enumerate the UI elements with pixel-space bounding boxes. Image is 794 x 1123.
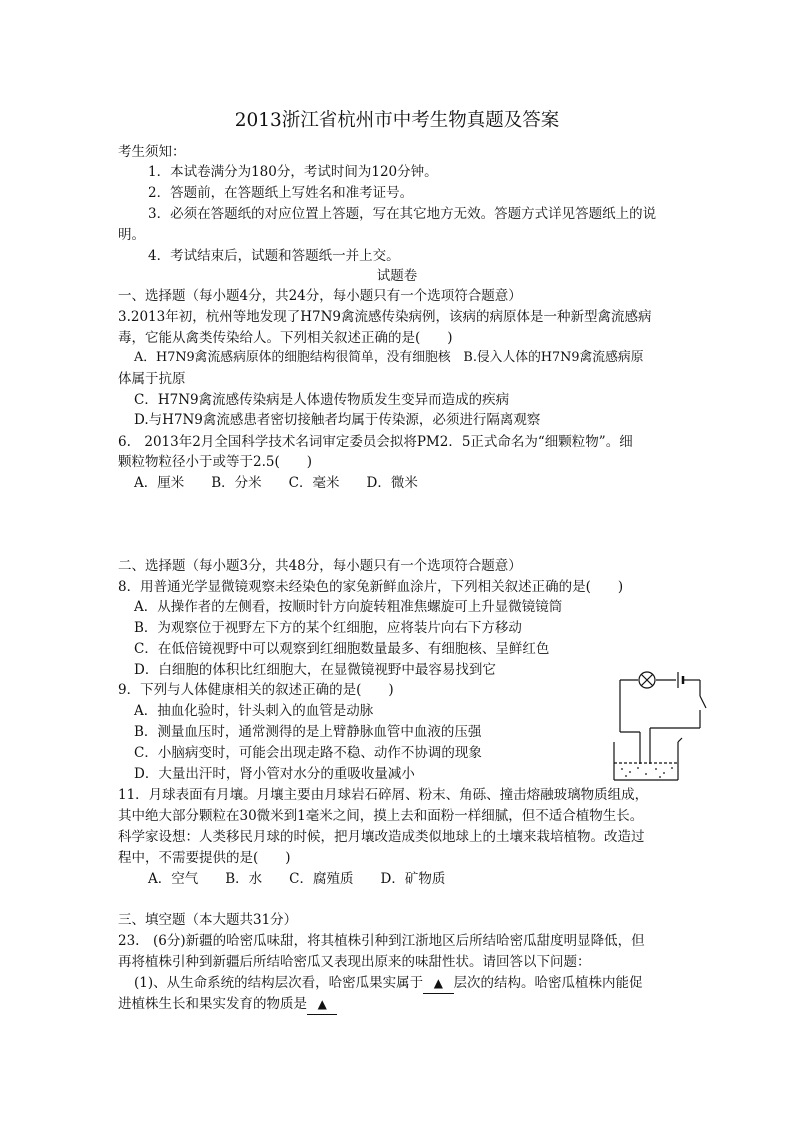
question-option: A．空气 B．水 C．腐殖质 D．矿物质 [148, 871, 446, 887]
answer-blank [423, 973, 453, 994]
question-stem: 再将植株引种到新疆后所结哈密瓜又表现出原来的味甜性状。请回答以下问题： [118, 954, 591, 970]
question-subpart [134, 973, 643, 994]
question-option: A．厘米 B．分米 C．毫米 D．微米 [134, 475, 418, 491]
notice-item: 4．考试结束后，试题和答题纸一并上交。 [148, 248, 400, 264]
page-title: 2013浙江省杭州市中考生物真题及答案 [234, 110, 560, 131]
triangle-icon: ▲ [317, 997, 327, 1011]
question-stem: 毒，它能从禽类传染给人。下列相关叙述正确的是( ) [118, 330, 453, 346]
question-stem: 9．下列与人体健康相关的叙述正确的是( ) [118, 682, 394, 698]
circuit-diagram [600, 668, 712, 784]
question-stem: 颗粒物粒径小于或等于2.5( ) [118, 454, 313, 470]
paper-label: 试题卷 [376, 268, 418, 284]
beaker-icon [614, 738, 682, 780]
section-heading: 三、填空题（本大题共31分） [118, 912, 298, 928]
question-option: D．白细胞的体积比红细胞大，在显微镜视野中最容易找到它 [134, 662, 496, 678]
question-option: B．为观察位于视野左下方的某个红细胞，应将装片向右下方移动 [134, 620, 522, 636]
question-option: C．小脑病变时，可能会出现走路不稳、动作不协调的现象 [134, 745, 482, 761]
triangle-icon: ▲ [433, 976, 443, 990]
question-stem: 23. (6分)新疆的哈密瓜味甜，将其植株引种到江浙地区后所结哈密瓜甜度明显降低，但 [118, 933, 645, 949]
question-stem: 程中，不需要提供的是( ) [118, 850, 291, 866]
subpart-text: 进植株生长和果实发育的物质是 [118, 996, 307, 1012]
question-option: D．大量出汗时，肾小管对水分的重吸收量减小 [134, 766, 415, 782]
question-stem: 其中绝大部分颗粒在30微米到1毫米之间，摸上去和面粉一样细腻，但不适合植物生长。 [118, 808, 644, 824]
question-option: 体属于抗原 [118, 371, 186, 387]
question-option: C．在低倍镜视野中可以观察到红细胞数量最多、有细胞核、呈鲜红色 [134, 641, 550, 657]
question-stem: 8．用普通光学显微镜观察未经染色的家兔新鲜血涂片，下列相关叙述正确的是( ) [118, 579, 624, 595]
switch-icon [700, 696, 706, 708]
question-stem: 6. 2013年2月全国科学技术名词审定委员会拟将PM2．5正式命名为“细颗粒物”。细 [118, 434, 633, 450]
section-heading: 二、选择题（每小题3分，共48分，每小题只有一个选项符合题意） [118, 558, 522, 574]
question-option: B．测量血压时，通常测得的是上臂静脉血管中血液的压强 [134, 724, 482, 740]
question-stem: 科学家设想：人类移民月球的时候，把月壤改造成类似地球上的土壤来栽培植物。改造过 [118, 829, 645, 845]
section-heading: 一、选择题（每小题4分，共24分，每小题只有一个选项符合题意） [118, 288, 522, 304]
notice-heading: 考生须知： [118, 144, 186, 160]
subpart-text: (1)、从生命系统的结构层次看，哈密瓜果实属于 [134, 975, 424, 991]
notice-item: 1．本试卷满分为180分，考试时间为120分钟。 [148, 164, 438, 180]
question-stem: 3.2013年初，杭州等地发现了H7N9禽流感传染病例，该病的病原体是一种新型禽流感病 [118, 309, 652, 325]
answer-blank [307, 994, 337, 1015]
question-option: A．抽血化验时，针头刺入的血管是动脉 [134, 703, 374, 719]
notice-item: 3．必须在答题纸的对应位置上答题，写在其它地方无效。答题方式详见答题纸上的说 [148, 206, 657, 222]
question-option: A．H7N9禽流感病原体的细胞结构很简单，没有细胞核 B.侵入人体的H7N9禽流感病原 [134, 350, 644, 365]
question-option: D.与H7N9禽流感患者密切接触者均属于传染源，必须进行隔离观察 [134, 412, 541, 428]
notice-item: 明。 [118, 227, 145, 243]
notice-item: 2．答题前，在答题纸上写姓名和准考证号。 [148, 185, 414, 201]
question-stem: 11．月球表面有月壤。月壤主要由月球岩石碎屑、粉末、角砾、撞击熔融玻璃物质组成， [118, 787, 649, 803]
question-option: A．从操作者的左侧看，按顺时针方向旋转粗准焦螺旋可上升显微镜镜筒 [134, 599, 563, 615]
subpart-text: 层次的结构。哈密瓜植株内能促 [453, 975, 643, 991]
question-option: C．H7N9禽流感传染病是人体遗传物质发生变异而造成的疾病 [134, 392, 510, 408]
question-subpart [118, 994, 337, 1015]
